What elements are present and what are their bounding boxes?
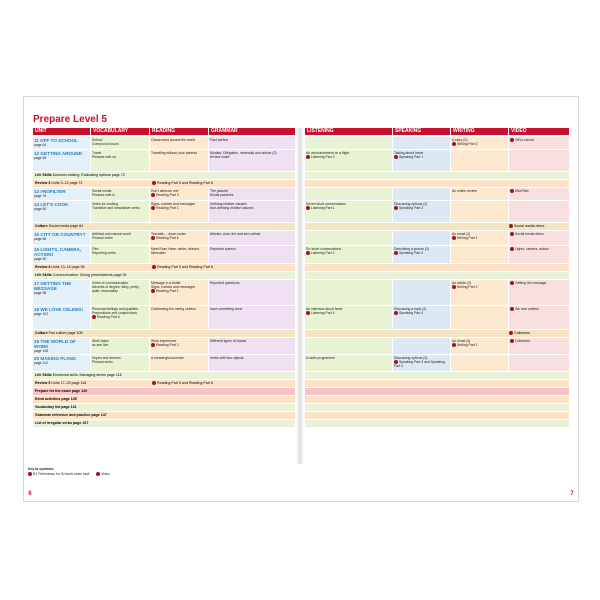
video-cell: Lights, camera, action! — [509, 246, 569, 263]
r-cell: A meaningful summer — [150, 355, 208, 371]
s-cell: Discussing a topic (2) Speaking Part 4 — [393, 306, 450, 329]
v-cell: Verbs of communication Adverbs of degree: fairly, pretty, quite, reasonably — [91, 280, 149, 305]
l-cell: An interview about fame Listening Part 4 — [305, 306, 392, 329]
header-video: VIDEO — [509, 128, 569, 135]
video-cell: We love celebs! — [509, 306, 569, 329]
r-cell: Celebrating the caring celebs! — [150, 306, 208, 329]
l-cell — [305, 338, 392, 354]
exam-task-icon — [452, 142, 456, 146]
book-gutter — [296, 128, 304, 464]
section-bar: Culture Fan culture page 106 — [33, 330, 295, 337]
unit-cell — [33, 150, 90, 171]
unit-cell — [33, 188, 90, 200]
unit-title: 18 WE LOVE CELEBS! — [34, 306, 84, 312]
g-cell: Articles: a/an, the and zero article — [209, 231, 295, 245]
section-bar-right — [305, 396, 569, 403]
exam-task-icon — [394, 311, 398, 315]
exam-task-icon — [452, 285, 456, 289]
unit-page: page 102 — [34, 311, 49, 316]
w-cell — [451, 201, 508, 222]
unit-title: 13 #NOFILTER — [34, 188, 66, 194]
video-icon — [509, 331, 513, 335]
r-cell: Work experience Reading Part 2 — [150, 338, 208, 354]
exam-task-icon — [151, 343, 155, 347]
unit-cell — [33, 338, 90, 354]
g-cell: Different types of clause — [209, 338, 295, 354]
section-bar: Life Skills Emotional skills: Managing stress page 116 — [33, 372, 295, 379]
w-cell: An online review — [451, 188, 508, 200]
video-icon — [510, 247, 514, 251]
exam-task-icon — [452, 236, 456, 240]
unit-cell — [33, 231, 90, 245]
unit-page: page 86 — [34, 236, 47, 241]
section-bar-right — [305, 420, 569, 427]
g-cell: Reported questions — [209, 280, 295, 305]
s-cell: Discussing options (2) Speaking Part 3 — [393, 201, 450, 222]
v-cell: School Compound nouns — [91, 137, 149, 149]
unit-title: 14 LET'S COOK — [34, 201, 69, 207]
g-cell: Verbs with two objects — [209, 355, 295, 371]
unit-cell — [33, 246, 90, 263]
exam-task-icon — [306, 251, 310, 255]
unit-title: 15 CITY OR COUNTRY? — [34, 231, 86, 237]
exam-task-icon — [151, 206, 155, 210]
exam-task-icon — [152, 181, 156, 185]
header-writing: WRITING — [451, 128, 508, 135]
header-reading: READING — [150, 128, 208, 135]
v-cell: Personal feelings and qualities Prepositions and conjunctions Reading Part 6 — [91, 306, 149, 329]
video-icon — [509, 224, 513, 228]
unit-page: page 108 — [34, 348, 49, 353]
l-cell: Six short conversations Listening Part 2 — [305, 246, 392, 263]
exam-task-icon — [151, 236, 155, 240]
w-cell: An email (2) Writing Part 1 — [451, 231, 508, 245]
exam-task-icon — [152, 381, 156, 385]
v-cell: Work tasks as and like — [91, 338, 149, 354]
section-bar-right — [305, 372, 569, 379]
page-number-right: 7 — [568, 490, 576, 498]
video-icon — [510, 339, 514, 343]
unit-cell — [33, 137, 90, 149]
l-cell: A radio programme — [305, 355, 392, 371]
w-cell — [451, 246, 508, 263]
r-cell: Signs, notices and messages Reading Part 1 — [150, 201, 208, 222]
section-bar-right — [305, 272, 569, 279]
exam-task-icon — [151, 289, 155, 293]
video-cell: Off to school — [509, 137, 569, 149]
video-cell: Social media detox — [509, 231, 569, 245]
s-cell: Discussing options (3) Speaking Part 3 and Speaking Part 4 — [393, 355, 450, 371]
unit-title: 12 GETTING AROUND — [34, 150, 83, 156]
header-grammar: GRAMMAR — [209, 128, 295, 135]
video-cell — [509, 355, 569, 371]
unit-page: page 98 — [34, 290, 47, 295]
video-cell: Collectors — [509, 338, 569, 354]
unit-page: page 90 — [34, 256, 47, 261]
g-cell: Defining relative clauses Non-defining relative clauses — [209, 201, 295, 222]
section-bar: Grammar reference and practice page 147 — [33, 412, 295, 419]
r-cell: Message in a bottle Signs, notices and messages Reading Part 1 — [150, 280, 208, 305]
page-number-left: 6 — [26, 490, 34, 498]
video-icon — [510, 138, 514, 142]
section-bar-right: Collectors — [305, 330, 569, 337]
v-cell: Film Reporting verbs — [91, 246, 149, 263]
exam-task-icon — [306, 311, 310, 315]
video-label: Video — [101, 471, 110, 476]
section-bar-right — [305, 404, 569, 411]
unit-title: 17 GETTING THE MESSAGE — [34, 280, 72, 291]
unit-page: page 80 — [34, 206, 47, 211]
w-cell: An email (3) Writing Part 1 — [451, 338, 508, 354]
video-cell — [509, 150, 569, 171]
unit-cell — [33, 201, 90, 222]
w-cell — [451, 150, 508, 171]
l-cell — [305, 280, 392, 305]
exam-task-icon — [152, 265, 156, 269]
s-cell — [393, 338, 450, 354]
l-cell — [305, 188, 392, 200]
section-bar: Prepare for the exam page 120 — [33, 388, 295, 395]
v-cell: Travel Phrases with on — [91, 150, 149, 171]
book-spread — [24, 97, 578, 501]
exam-task-icon — [452, 343, 456, 347]
exam-task-icon — [306, 155, 310, 159]
s-cell — [393, 188, 450, 200]
section-bar-right — [305, 388, 569, 395]
unit-page: page 76 — [34, 193, 47, 198]
section-bar-right: Social media detox — [305, 223, 569, 230]
key-title: Key to symbols: — [28, 467, 55, 471]
section-bar: Extra activities page 135 — [33, 396, 295, 403]
l-cell: Seven short conversations Listening Part 1 — [305, 201, 392, 222]
unit-cell — [33, 355, 90, 371]
w-cell: An article (2) Writing Part 2 — [451, 280, 508, 305]
exam-task-icon — [306, 206, 310, 210]
l-cell: An announcement on a flight Listening Part 3 — [305, 150, 392, 171]
section-bar-right — [305, 412, 569, 419]
video-cell: Getting the message — [509, 280, 569, 305]
exam-task-icon — [92, 315, 96, 319]
section-bar-right — [305, 172, 569, 179]
v-cell: Social media Phrases with in — [91, 188, 149, 200]
header-unit: UNIT — [33, 128, 90, 135]
section-bar: List of irregular verbs page 167 — [33, 420, 295, 427]
unit-title: 19 THE WORLD OF WORK — [34, 338, 76, 349]
g-cell: have something done — [209, 306, 295, 329]
video-icon — [510, 189, 514, 193]
s-cell — [393, 280, 450, 305]
video-icon — [510, 232, 514, 236]
header-listening: LISTENING — [305, 128, 392, 135]
unit-cell — [33, 280, 90, 305]
g-cell: The passive Modal passives — [209, 188, 295, 200]
video-icon — [510, 307, 514, 311]
video-icon — [96, 472, 100, 476]
exam-task-icon — [394, 155, 398, 159]
r-cell: Meet Evan Haze: writer, director, filmmaker — [150, 246, 208, 263]
key-row — [28, 472, 110, 477]
g-cell: Modals: Obligation, necessity and advice (2) let and make — [209, 150, 295, 171]
header-speaking: SPEAKING — [393, 128, 450, 135]
section-bar: Life Skills Decision-making: Evaluating options page 72 — [33, 172, 295, 179]
video-icon — [510, 281, 514, 285]
unit-page: page 64 — [34, 142, 47, 147]
s-cell: Describing a picture (2) Speaking Part 2 — [393, 246, 450, 263]
s-cell: Talking about travel Speaking Part 1 — [393, 150, 450, 171]
exam-task-icon — [394, 206, 398, 210]
v-cell: Verbs for cooking Transitive and intransitive verbs — [91, 201, 149, 222]
w-cell — [451, 355, 508, 371]
exam-task-icon — [394, 251, 398, 255]
w-cell: A story (2) Writing Part 2 — [451, 137, 508, 149]
s-cell — [393, 231, 450, 245]
unit-title: 11 OFF TO SCHOOL — [34, 137, 78, 143]
r-cell: Don't airbrush me! Reading Part 3 — [150, 188, 208, 200]
section-bar: Life Skills Communication: Giving presentations page 94 — [33, 272, 295, 279]
exam-task-icon — [151, 193, 155, 197]
section-bar: Review 5 Units 17–20 page 118 Reading Part 5 and Reading Part 6 — [33, 380, 295, 387]
exam-task-icon — [28, 472, 32, 476]
section-bar-right — [305, 380, 569, 387]
g-cell: Past perfect — [209, 137, 295, 149]
video-cell: #NoFilter — [509, 188, 569, 200]
l-cell — [305, 137, 392, 149]
r-cell: Teentalk ... down under Reading Part 6 — [150, 231, 208, 245]
header-vocabulary: VOCABULARY — [91, 128, 149, 135]
section-bar: Vocabulary list page 141 — [33, 404, 295, 411]
v-cell: Hopes and dreams Phrasal verbs — [91, 355, 149, 371]
section-bar: Review 4 Units 13–16 page 96 Reading Part 5 and Reading Part 6 — [33, 264, 295, 271]
v-cell: Artificial and natural world Phrasal verbs — [91, 231, 149, 245]
section-bar-right — [305, 264, 569, 271]
unit-page: page 112 — [34, 360, 48, 365]
section-bar: Review 3 Units 9–12 page 74 Reading Part 5 and Reading Part 6 — [33, 180, 295, 187]
r-cell: Travelling without your parents — [150, 150, 208, 171]
section-bar: Culture Social media page 84 — [33, 223, 295, 230]
unit-title: 20 MAKING PLANS — [34, 355, 76, 361]
l-cell — [305, 231, 392, 245]
section-bar-right — [305, 180, 569, 187]
symbol-key — [28, 467, 110, 476]
unit-title: 16 LIGHTS, CAMERA, ACTION! — [34, 246, 82, 257]
g-cell: Reported speech — [209, 246, 295, 263]
s-cell — [393, 137, 450, 149]
unit-page: page 68 — [34, 155, 47, 160]
page-title: Prepare Level 5 — [33, 114, 107, 125]
exam-task-label: B1 Preliminary for Schools exam task — [33, 471, 90, 476]
w-cell — [451, 306, 508, 329]
r-cell: Classrooms around the world — [150, 137, 208, 149]
unit-cell — [33, 306, 90, 329]
video-cell — [509, 201, 569, 222]
